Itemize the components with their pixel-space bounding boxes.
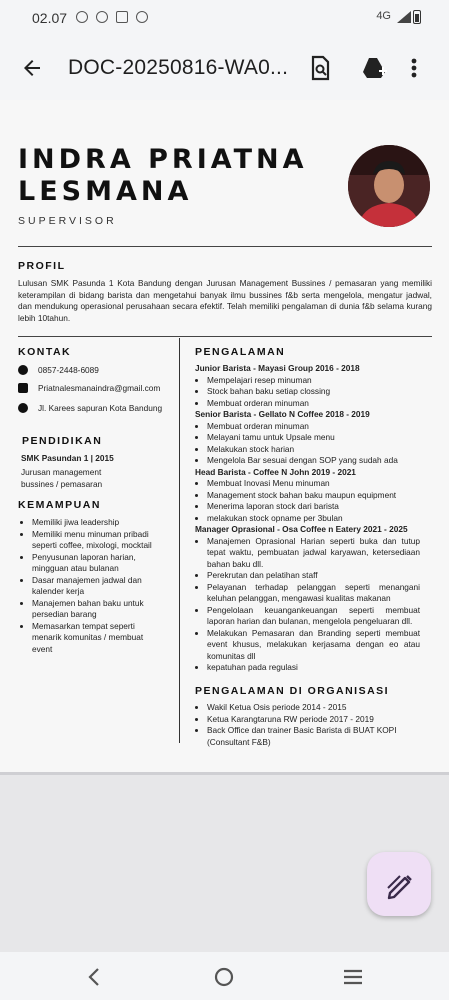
job-duties	[195, 536, 420, 674]
skill-item: • Penyusunan laporan harian, mingguan atau bulanan	[32, 552, 160, 575]
address-text: Jl. Karees sapuran Kota Bandung	[38, 402, 163, 413]
job-title: Manager Oprasional - Osa Coffee n Eatery 2021 - 2025	[195, 524, 408, 534]
job-title: Senior Barista - Gellato N Coffee 2018 - 2019	[195, 409, 370, 419]
document-title: DOC-20250816-WA0...	[68, 56, 289, 79]
job-duty: • Pengelolaan keuangankeuangan seperti membuat laporan harian dan bulanan, mengelola pengeluaran dll.	[207, 605, 420, 628]
contact-email	[18, 382, 160, 393]
school-name: SMK Pasundan 1 | 2015	[21, 453, 114, 463]
app-bar	[0, 36, 449, 100]
profil-text: Lulusan SMK Pasunda 1 Kota Bandung dengan Jurusan Management Bussines / pemasaran yang memiliki keterampilan di bidang barista dan mengetahui banyak ilmu bussines f&b serta mengelola, mengatur jadwal, dan mendukung operasional perusahaan secara efektif. Telah memiliki pengalaman di dunia f&b selama kurang lebih 10tahun.	[18, 278, 432, 323]
pengalaman-title: PENGALAMAN	[195, 346, 286, 358]
status-time: 02.07	[32, 10, 68, 26]
job-duty: • Perekrutan dan pelatihan staff	[207, 570, 420, 582]
job-duties	[195, 421, 420, 467]
job-duty: • Membuat Inovasi Menu minuman	[207, 478, 420, 490]
skill-item: • Manajemen bahan baku untuk persedian barang	[32, 598, 160, 621]
school-major: Jurusan management bussines / pemasaran	[21, 467, 103, 489]
contact-phone	[18, 364, 99, 375]
mail-icon	[18, 383, 28, 393]
contact-address	[18, 402, 162, 413]
kemampuan-title: KEMAMPUAN	[18, 499, 101, 511]
skills-list	[20, 517, 160, 655]
job-title: Junior Barista - Mayasi Group 2016 - 2018	[195, 363, 360, 373]
job-duty: • Melakukan Pemasaran dan Branding seperti membuat event khusus, melakukan kerjasama dengan eo atau komunitas dll	[207, 628, 420, 663]
job-duty: • Melakukan stock harian	[207, 444, 420, 456]
organisasi-list	[195, 702, 420, 748]
kontak-title: KONTAK	[18, 346, 72, 358]
document-search-icon[interactable]	[306, 54, 334, 82]
column-divider	[179, 338, 180, 743]
cv-name	[18, 144, 307, 208]
job-duty: • Mengelola Bar sesuai dengan SOP yang sudah ada	[207, 455, 420, 467]
job-duty: • Melayani tamu untuk Upsale menu	[207, 432, 420, 444]
skill-item: • Memiliki menu minuman pribadi seperti coffee, mixologi, mocktail	[32, 529, 160, 552]
network-label: 4G	[376, 10, 391, 22]
phone-text: 0857-2448-6089	[38, 364, 99, 375]
edit-pen-icon	[367, 852, 431, 916]
job-duty: • Membuat orderan minuman	[207, 398, 420, 410]
nav-home-icon[interactable]	[213, 966, 235, 988]
nav-bar	[0, 952, 449, 1000]
job-duty: • Stock bahan baku setiap clossing	[207, 386, 420, 398]
header-divider	[18, 246, 432, 247]
skill-item: • Memasarkan tempat seperti menarik komunitas / membuat event	[32, 621, 160, 656]
pendidikan-title: PENDIDIKAN	[22, 435, 103, 447]
status-bar	[0, 0, 449, 36]
organisasi-title: PENGALAMAN DI ORGANISASI	[195, 685, 390, 697]
job-duty: • Mempelajari resep minuman	[207, 375, 420, 387]
nav-back-icon[interactable]	[84, 966, 106, 988]
page-edge	[0, 772, 449, 775]
tiktok-icon	[116, 11, 128, 23]
skill-item: • Dasar manajemen jadwal dan kalender kerja	[32, 575, 160, 598]
cv-name-line-1: INDRA PRIATNA	[18, 144, 308, 175]
arrow-back-icon[interactable]	[20, 56, 44, 80]
job-duties	[195, 375, 420, 410]
email-text: Priatnalesmanaindra@gmail.com	[38, 382, 161, 393]
job-duty: • melakukan stock opname per 3bulan	[207, 513, 420, 525]
signal-icon	[397, 11, 411, 23]
job-duty: • Manajemen Oprasional Harian seperti buka dan tutup tepat waktu, pembuatan jadwal karyawan, ketersediaan bahan baku dll.	[207, 536, 420, 571]
more-vert-icon[interactable]	[410, 54, 418, 82]
cv-role: SUPERVISOR	[18, 215, 117, 227]
job-duty: • Pelayanan terhadap pelanggan seperti menangani keluhan pelanggan, mengawasi kualitas makanan	[207, 582, 420, 605]
drive-add-icon[interactable]	[360, 54, 388, 82]
organisasi-item: • Ketua Karangtaruna RW periode 2017 - 2019	[207, 714, 420, 726]
organisasi-item: • Wakil Ketua Osis periode 2014 - 2015	[207, 702, 420, 714]
phone-icon	[18, 365, 28, 375]
profile-photo	[348, 145, 430, 227]
job-title: Head Barista - Coffee N John 2019 - 2021	[195, 466, 356, 477]
profil-title: PROFIL	[18, 260, 66, 272]
job-duty: • kepatuhan pada regulasi	[207, 662, 420, 674]
whatsapp-business-icon	[96, 11, 108, 23]
whatsapp-icon	[76, 11, 88, 23]
job-duty: • Menerima laporan stock dari barista	[207, 501, 420, 513]
job-duties	[195, 478, 420, 524]
battery-icon	[413, 10, 421, 24]
experience-list	[195, 363, 420, 674]
skill-item: • Memiliki jiwa leadership	[32, 517, 160, 529]
profil-divider	[18, 336, 432, 337]
home-icon	[18, 403, 28, 413]
nav-recents-icon[interactable]	[342, 966, 364, 988]
job-duty: • Management stock bahan baku maupun equipment	[207, 490, 420, 502]
organisasi-item: • Back Office dan trainer Basic Barista di BUAT KOPI (Consultant F&B)	[207, 725, 420, 748]
job-duty: • Membuat orderan minuman	[207, 421, 420, 433]
edit-button[interactable]	[367, 852, 431, 916]
google-icon	[136, 11, 148, 23]
cv-name-line-2: LESMANA	[18, 176, 193, 207]
